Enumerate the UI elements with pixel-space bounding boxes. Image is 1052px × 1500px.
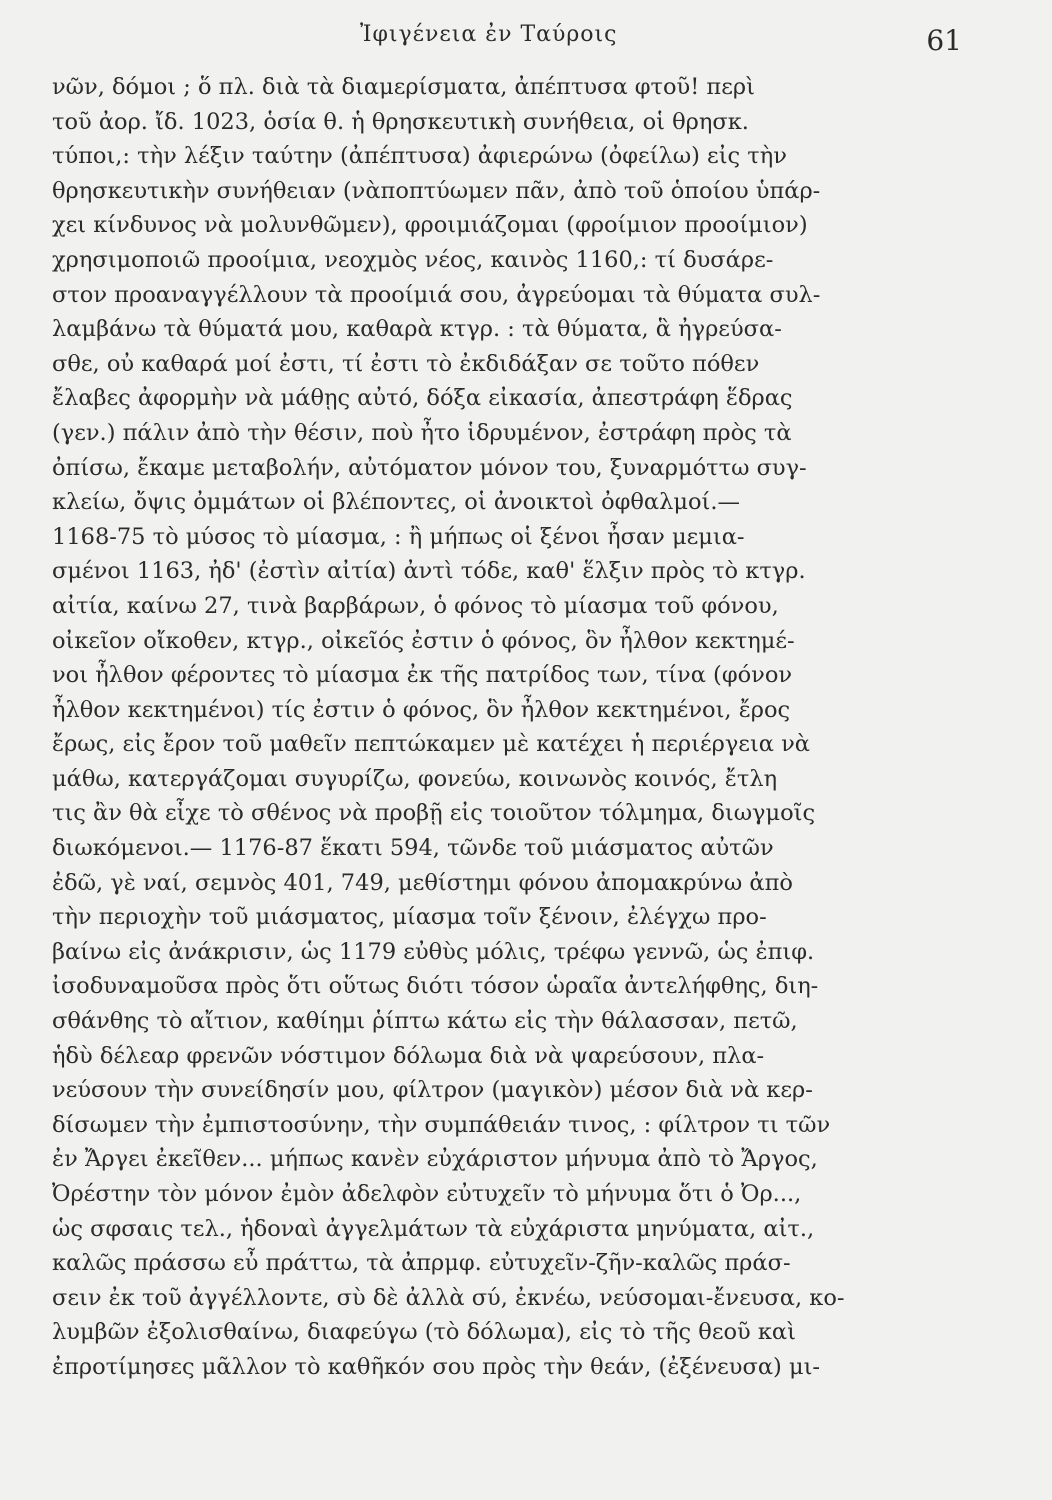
text-line: χρησιμοποιῶ προοίμια, νεοχμὸς νέος, καινὸς 1160,: τί δυσάρε-: [52, 246, 774, 273]
text-line: σθάνθης τὸ αἴτιον, καθίημι ῥίπτω κάτω εἰς τὴν θάλασσαν, πετῶ,: [52, 1008, 798, 1035]
text-line: τις ἂν θὰ εἶχε τὸ σθένος νὰ προβῇ εἰς τοιοῦτον τόλμημα, διωγμοῖς: [52, 800, 816, 827]
text-line: μάθω, κατεργάζομαι συγυρίζω, φονεύω, κοινωνὸς κοινός, ἔτλη: [52, 765, 778, 792]
text-line: σειν ἐκ τοῦ ἀγγέλλοντε, σὺ δὲ ἀλλὰ σύ, ἐκνέω, νεύσομαι-ἔνευσα, κο-: [52, 1284, 845, 1311]
text-line: θρησκευτικὴν συνήθειαν (νὰποπτύωμεν πᾶν, ἀπὸ τοῦ ὁποίου ὑπάρ-: [52, 177, 821, 204]
page-header: [0, 18, 1052, 58]
text-line: σθε, οὐ καθαρά μοί ἐστι, τί ἐστι τὸ ἐκδιδάξαν σε τοῦτο πόθεν: [52, 350, 760, 377]
text-line: ἐπροτίμησες μᾶλλον τὸ καθῆκόν σου πρὸς τὴν θεάν, (ἐξένευσα) μι-: [52, 1353, 820, 1380]
text-line: λυμβῶν ἐξολισθαίνω, διαφεύγω (τὸ δόλωμα), εἰς τὸ τῆς θεοῦ καὶ: [52, 1319, 796, 1346]
text-line: καλῶς πράσσω εὖ πράττω, τὰ ἀπρμφ. εὐτυχεῖν-ζῆν-καλῶς πράσ-: [52, 1250, 791, 1277]
text-line: ἔλαβες ἀφορμὴν νὰ μάθῃς αὐτό, δόξα εἰκασία, ἀπεστράφη ἕδρας: [52, 385, 793, 412]
text-line: χει κίνδυνος νὰ μολυνθῶμεν), φροιμιάζομαι (φροίμιον προοίμιον): [52, 212, 808, 239]
text-line: ἐν Ἄργει ἐκεῖθεν... μήπως κανὲν εὐχάριστον μήνυμα ἀπὸ τὸ Ἄργος,: [52, 1146, 818, 1173]
text-line: τὴν περιοχὴν τοῦ μιάσματος, μίασμα τοῖν ξένοιν, ἐλέγχω προ-: [52, 904, 767, 931]
text-line: κλείω, ὄψις ὀμμάτων οἱ βλέποντες, οἱ ἀνοικτοὶ ὀφθαλμοί.—: [52, 489, 741, 516]
text-line: βαίνω εἰς ἀνάκρισιν, ὡς 1179 εὐθὺς μόλις, τρέφω γεννῶ, ὡς ἐπιφ.: [52, 938, 815, 965]
text-line: ἔρως, εἰς ἔρον τοῦ μαθεῖν πεπτώκαμεν μὲ κατέχει ἡ περιέργεια νὰ: [52, 731, 810, 758]
page-number: 61: [926, 24, 962, 57]
text-line: ἡδὺ δέλεαρ φρενῶν νόστιμον δόλωμα διὰ νὰ ψαρεύσουν, πλα-: [52, 1042, 765, 1069]
text-line: (γεν.) πάλιν ἀπὸ τὴν θέσιν, ποὺ ἦτο ἱδρυμένον, ἐστράφη πρὸς τὰ: [52, 419, 792, 446]
text-line: ἰσοδυναμοῦσα πρὸς ὅτι οὕτως διότι τόσον ὡραῖα ἀντελήφθης, διη-: [52, 973, 819, 1000]
text-line: αἰτία, καίνω 27, τινὰ βαρβάρων, ὁ φόνος τὸ μίασμα τοῦ φόνου,: [52, 592, 779, 619]
text-line: ἦλθον κεκτημένοι) τίς ἐστιν ὁ φόνος, ὃν ἦλθον κεκτημένοι, ἔρος: [52, 696, 791, 723]
text-line: δίσωμεν τὴν ἐμπιστοσύνην, τὴν συμπάθειάν τινος, : φίλτρον τι τῶν: [52, 1111, 831, 1138]
text-line: Ὀρέστην τὸν μόνον ἐμὸν ἀδελφὸν εὐτυχεῖν τὸ μήνυμα ὅτι ὁ Ὀρ...,: [52, 1181, 802, 1207]
text-line: νοι ἦλθον φέροντες τὸ μίασμα ἐκ τῆς πατρίδος των, τίνα (φόνον: [52, 662, 793, 689]
text-line: λαμβάνω τὰ θύματά μου, καθαρὰ κτγρ. : τὰ θύματα, ἃ ἠγρεύσα-: [52, 316, 782, 343]
text-line: οἰκεῖον οἴκοθεν, κτγρ., οἰκεῖός ἐστιν ὁ φόνος, ὃν ἦλθον κεκτημέ-: [52, 627, 795, 654]
text-line: ὡς σφσαις τελ., ἡδοναὶ ἀγγελμάτων τὰ εὐχάριστα μηνύματα, αἰτ.,: [52, 1215, 815, 1242]
text-line: ἐδῶ, γὲ ναί, σεμνὸς 401, 749, μεθίστημι φόνου ἀπομακρύνω ἀπὸ: [52, 869, 793, 896]
text-line: ὀπίσω, ἔκαμε μεταβολήν, αὐτόματον μόνον του, ξυναρμόττω συγ-: [52, 454, 807, 481]
text-line: στον προαναγγέλλουν τὰ προοίμιά σου, ἀγρεύομαι τὰ θύματα συλ-: [52, 281, 821, 308]
text-line: νεύσουν τὴν συνείδησίν μου, φίλτρον (μαγικὸν) μέσον διὰ νὰ κερ-: [52, 1077, 813, 1104]
text-line: τύποι,: τὴν λέξιν ταύτην (ἀπέπτυσα) ἀφιερώνω (ὀφείλω) εἰς τὴν: [52, 143, 787, 170]
text-line: τοῦ ἀορ. ἴδ. 1023, ὁσία θ. ἡ θρησκευτικὴ συνήθεια, οἱ θρησκ.: [52, 108, 749, 135]
commentary-text: [52, 70, 964, 1385]
running-title: Ἰφιγένεια ἐν Ταύροις: [360, 22, 618, 47]
text-line: σμένοι 1163, ἠδ' (ἐστὶν αἰτία) ἀντὶ τόδε, καθ' ἕλξιν πρὸς τὸ κτγρ.: [52, 558, 806, 585]
text-line: διωκόμενοι.— 1176-87 ἕκατι 594, τῶνδε τοῦ μιάσματος αὐτῶν: [52, 835, 774, 862]
text-line: 1168-75 τὸ μύσος τὸ μίασμα, : ἢ μήπως οἱ ξένοι ἦσαν μεμια-: [52, 523, 745, 550]
text-line: νῶν, δόμοι ; ὅ πλ. διὰ τὰ διαμερίσματα, ἀπέπτυσα φτοῦ! περὶ: [52, 74, 755, 100]
